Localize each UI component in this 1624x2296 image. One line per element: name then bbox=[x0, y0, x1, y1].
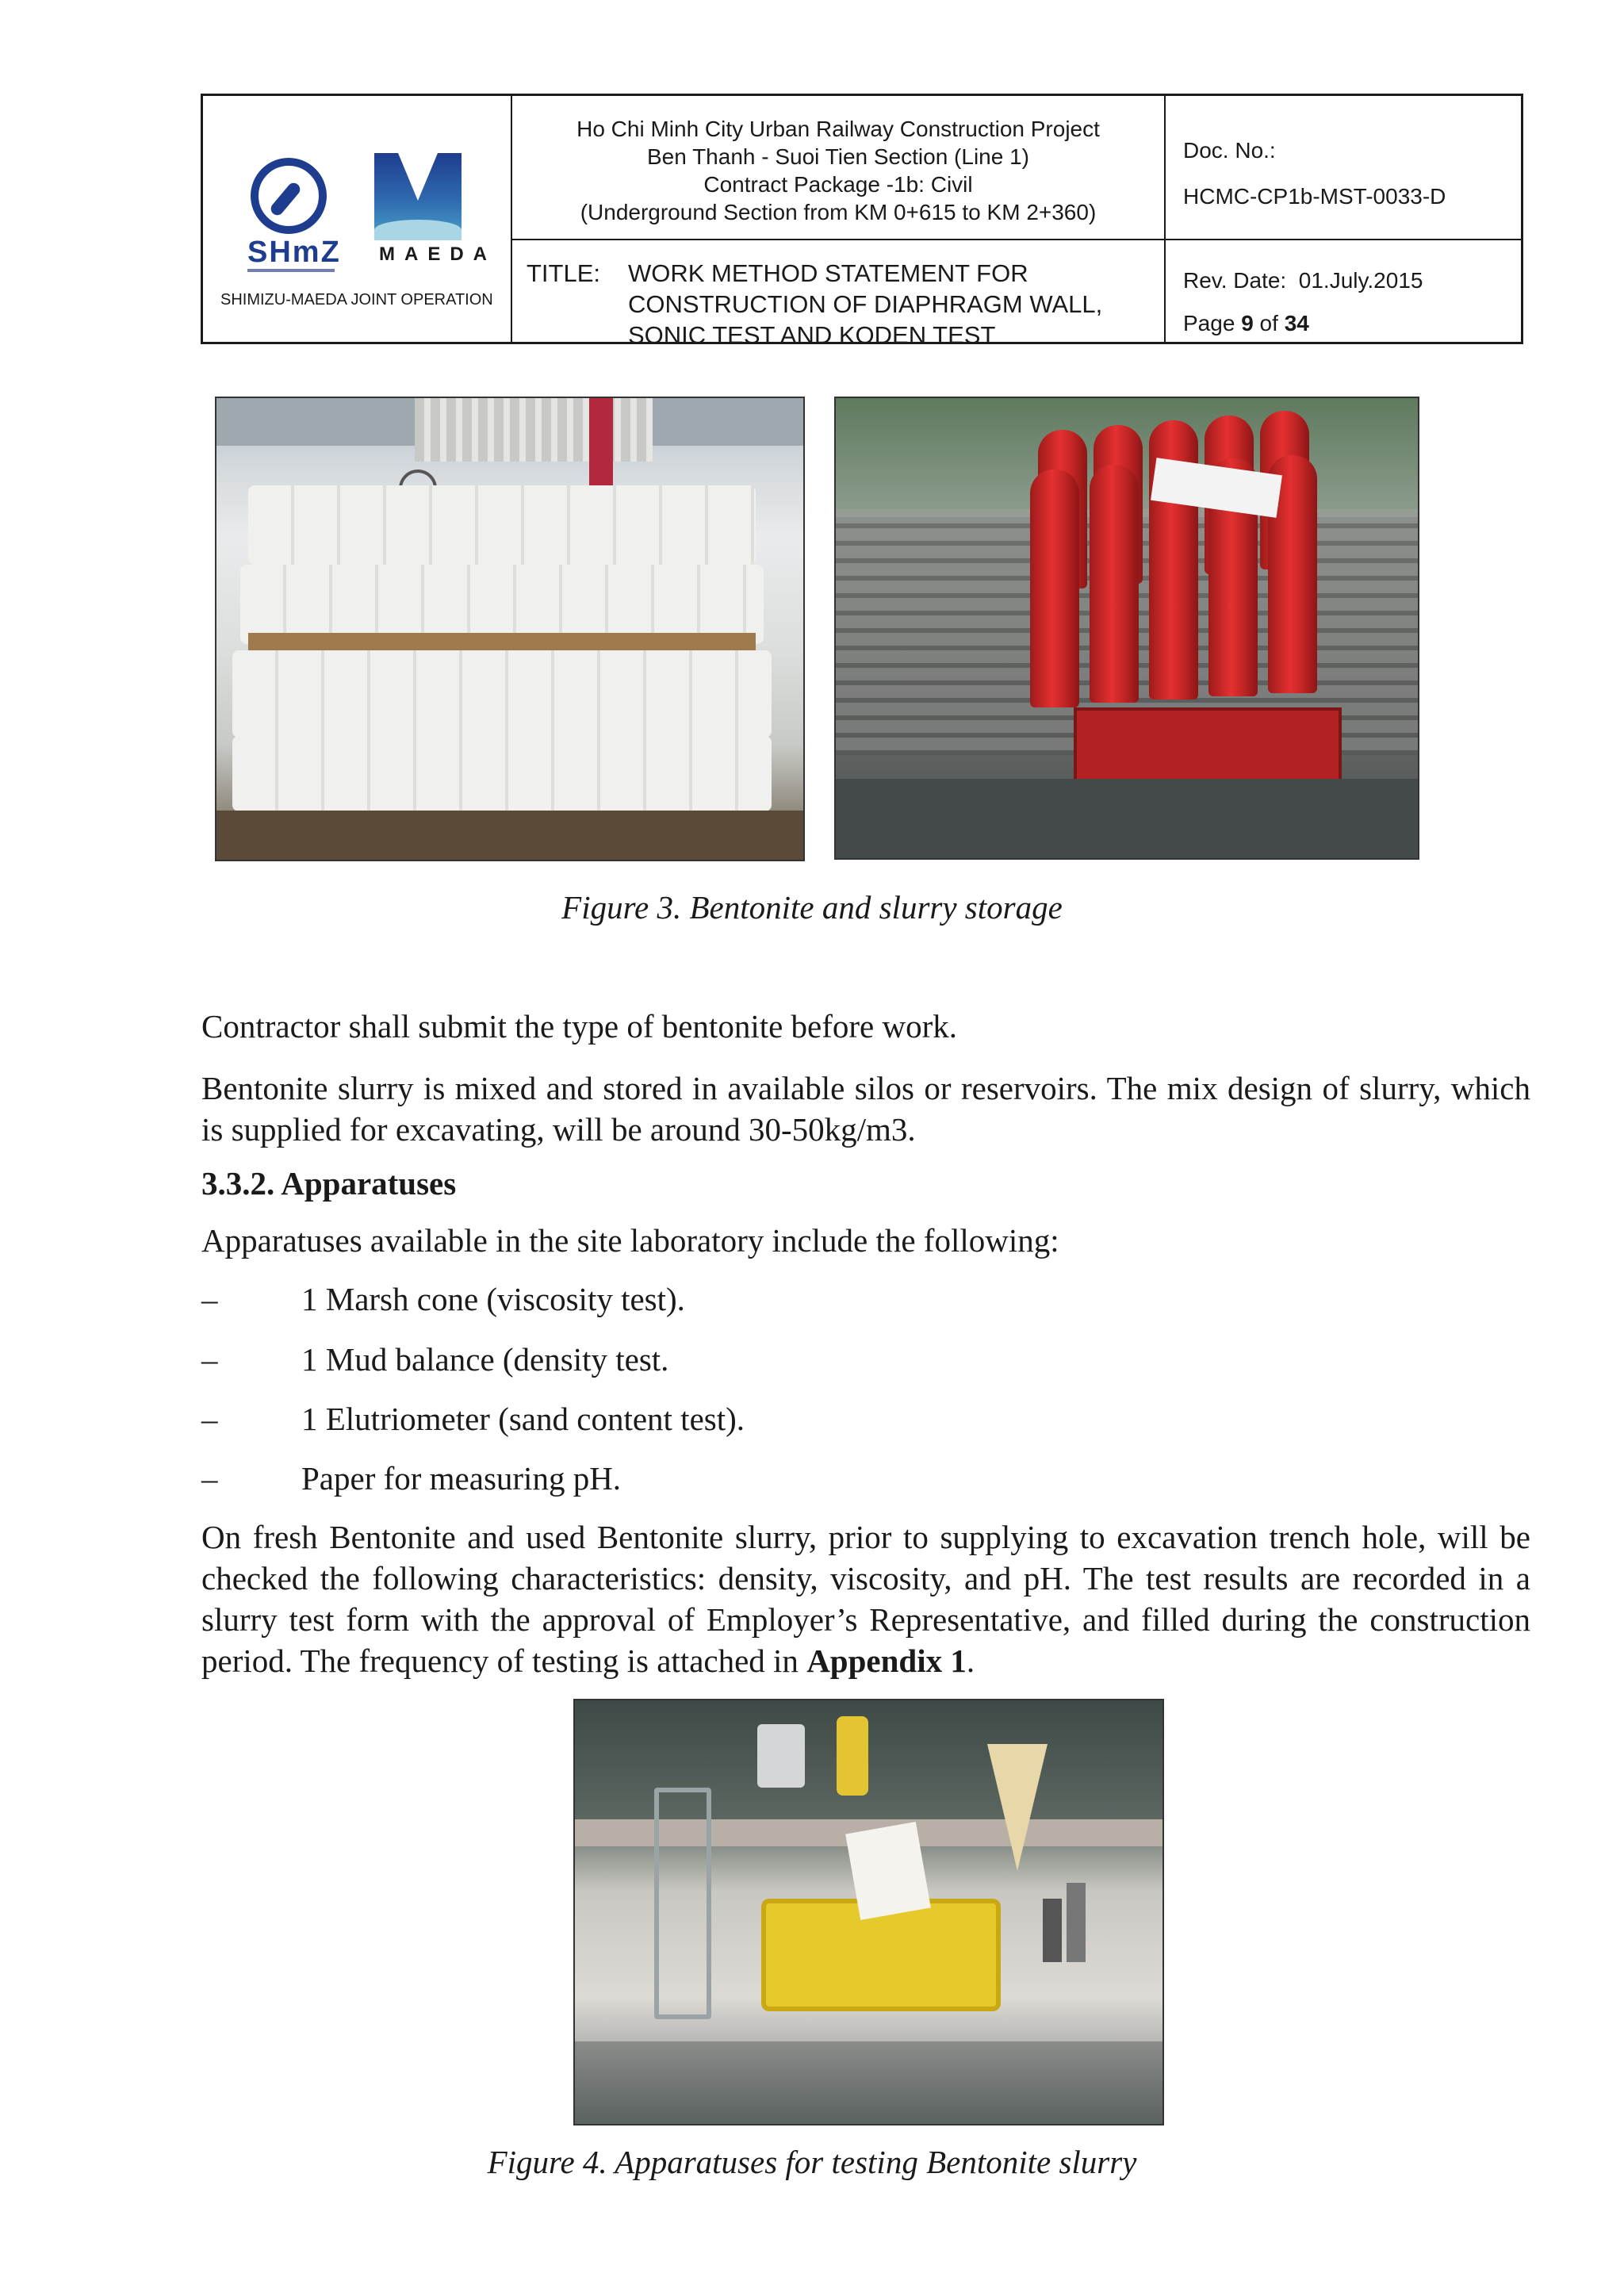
rev-date-value: 01.July.2015 bbox=[1298, 268, 1423, 293]
title-line: SONIC TEST AND KODEN TEST bbox=[628, 321, 996, 349]
document-header bbox=[201, 94, 1523, 349]
rev-date-label: Rev. Date: bbox=[1183, 268, 1287, 293]
doc-no-label: Doc. No.: bbox=[1183, 138, 1276, 163]
paragraph: Contractor shall submit the type of bentonite before work. bbox=[201, 1008, 958, 1045]
list-item: – 1 Elutriometer (sand content test). bbox=[201, 1401, 745, 1437]
maeda-logo-text: MAEDA bbox=[379, 243, 496, 265]
section-heading: 3.3.2. Apparatuses bbox=[201, 1165, 457, 1202]
marsh-cone-icon bbox=[987, 1744, 1048, 1871]
shimizu-logo-icon bbox=[251, 158, 327, 234]
figure-3-caption: Figure 3. Bentonite and slurry storage bbox=[561, 889, 1063, 926]
appendix-reference: Appendix 1 bbox=[806, 1642, 967, 1679]
page-number: 9 bbox=[1241, 311, 1254, 335]
title-line: CONSTRUCTION OF DIAPHRAGM WALL, bbox=[628, 290, 1103, 318]
document-number-block bbox=[1166, 96, 1521, 239]
title-label: TITLE: bbox=[527, 259, 601, 287]
figure-4-caption: Figure 4. Apparatuses for testing Bentonite slurry bbox=[487, 2144, 1137, 2180]
project-line: Ho Chi Minh City Urban Railway Construction Project bbox=[576, 117, 1100, 141]
project-info bbox=[512, 96, 1164, 239]
project-line: Ben Thanh - Suoi Tien Section (Line 1) bbox=[646, 144, 1029, 169]
testing-apparatus-photo bbox=[573, 1699, 1164, 2125]
slurry-silos-photo bbox=[834, 397, 1419, 860]
joint-operation-name: SHIMIZU-MAEDA JOINT OPERATION bbox=[220, 291, 493, 309]
company-logo-block bbox=[203, 96, 511, 342]
paragraph: Bentonite slurry is mixed and stored in available silos or reservoirs. The mix design of slurry, which is supplied for excavating, will be around 30-50kg/m3. bbox=[201, 1070, 1530, 1148]
page-total: 34 bbox=[1284, 311, 1309, 335]
bentonite-bags-photo bbox=[215, 397, 805, 861]
page-indicator: Page 9 of 34 bbox=[1183, 311, 1309, 335]
list-item: – Paper for measuring pH. bbox=[201, 1460, 622, 1497]
shimizu-logo-text: SHmZ bbox=[247, 236, 341, 269]
list-item: – 1 Mud balance (density test. bbox=[201, 1341, 669, 1378]
revision-block bbox=[1166, 240, 1521, 342]
paragraph: On fresh Bentonite and used Bentonite slurry, prior to supplying to excavation trench hole, will be checked the following characteristics: density, viscosity, and pH. The test results are recorded in a slurry test form with the approval of Employer’s Representative, and filled during the construction period. The frequency of testing is attached in Appendix 1. bbox=[201, 1519, 1530, 1679]
project-line: (Underground Section from KM 0+615 to KM 2+360) bbox=[580, 200, 1097, 224]
document-title bbox=[512, 240, 1164, 349]
paragraph: Apparatuses available in the site laboratory include the following: bbox=[201, 1222, 1059, 1259]
list-item: – 1 Marsh cone (viscosity test). bbox=[201, 1281, 685, 1317]
title-line: WORK METHOD STATEMENT FOR bbox=[628, 259, 1028, 287]
doc-no-value: HCMC-CP1b-MST-0033-D bbox=[1183, 184, 1446, 209]
maeda-logo-icon bbox=[374, 153, 462, 240]
project-line: Contract Package -1b: Civil bbox=[703, 172, 973, 197]
